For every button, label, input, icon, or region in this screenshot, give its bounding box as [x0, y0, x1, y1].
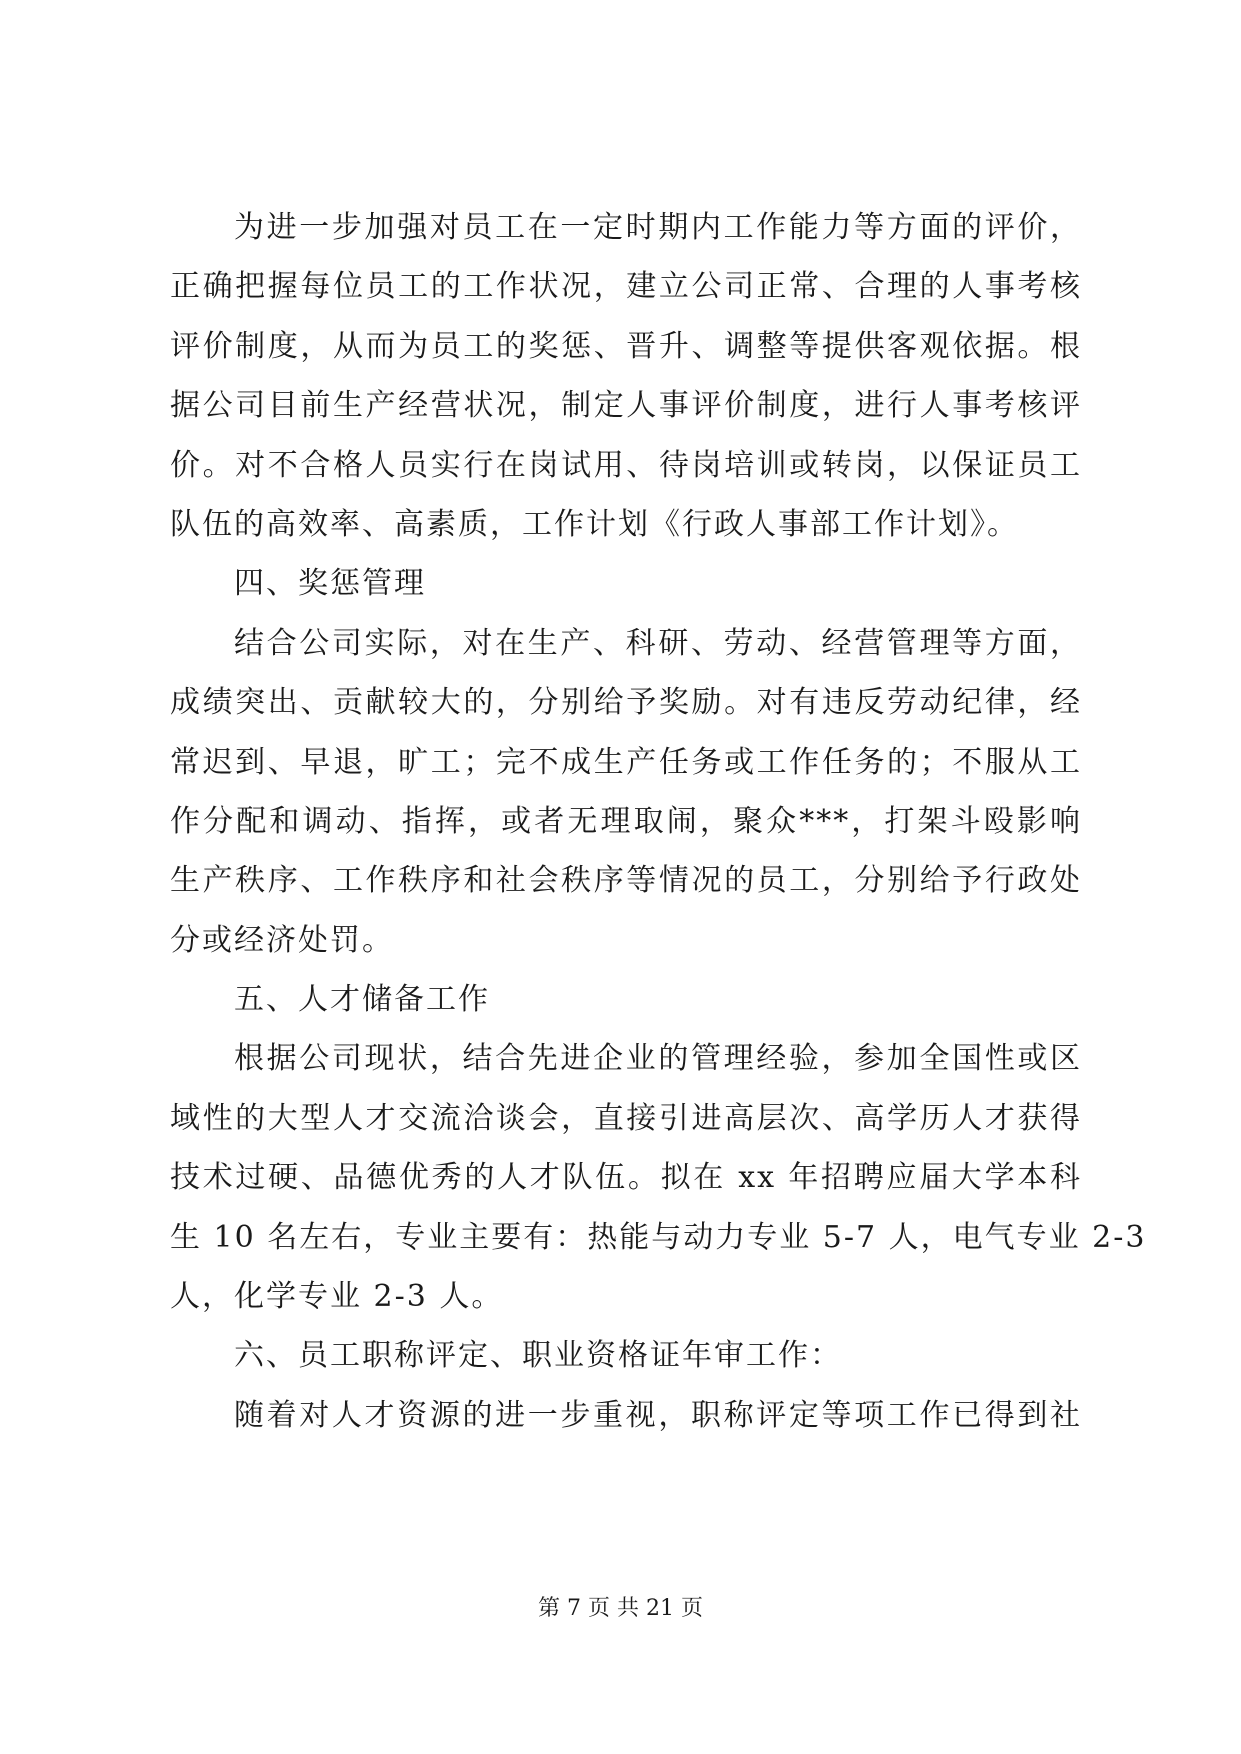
- paragraph-line: 人，化学专业 2-3 人。: [170, 1279, 504, 1315]
- section-heading: [170, 1326, 1082, 1385]
- page-number-footer: 第 7 页 共 21 页: [538, 1596, 703, 1621]
- body-paragraph: [170, 614, 1082, 970]
- paragraph-line: 作分配和调动、指挥，或者无理取闹，聚众***，打架斗殴影响: [170, 803, 1082, 839]
- paragraph-line: 常迟到、早退，旷工；完不成生产任务或工作任务的；不服从工: [170, 744, 1082, 780]
- document-body: [170, 198, 1147, 1445]
- section-heading: [170, 554, 1082, 613]
- paragraph-line: 根据公司现状，结合先进企业的管理经验，参加全国性或区: [234, 1041, 1082, 1077]
- paragraph-line: 随着对人才资源的进一步重视，职称评定等项工作已得到社: [234, 1397, 1082, 1433]
- body-paragraph: [170, 1029, 1147, 1326]
- paragraph-line: 评价制度，从而为员工的奖惩、晋升、调整等提供客观依据。根: [170, 328, 1082, 364]
- paragraph-line: 价。对不合格人员实行在岗试用、待岗培训或转岗，以保证员工: [170, 447, 1082, 483]
- paragraph-line: 技术过硬、品德优秀的人才队伍。拟在 xx 年招聘应届大学本科: [170, 1160, 1082, 1196]
- paragraph-line: 域性的大型人才交流洽谈会，直接引进高层次、高学历人才获得: [170, 1100, 1082, 1136]
- heading-text: 四、奖惩管理: [234, 566, 426, 602]
- body-paragraph: [170, 198, 1082, 554]
- paragraph-line: 生产秩序、工作秩序和社会秩序等情况的员工，分别给予行政处: [170, 863, 1082, 899]
- paragraph-line: 成绩突出、贡献较大的，分别给予奖励。对有违反劳动纪律，经: [170, 685, 1082, 721]
- paragraph-line: 为进一步加强对员工在一定时期内工作能力等方面的评价，: [234, 210, 1082, 245]
- paragraph-line: 队伍的高效率、高素质，工作计划《行政人事部工作计划》。: [170, 506, 1019, 542]
- paragraph-line: 生 10 名左右，专业主要有：热能与动力专业 5-7 人，电气专业 2-3: [170, 1219, 1147, 1255]
- heading-text: 五、人才储备工作: [234, 982, 490, 1018]
- paragraph-line: 分或经济处罚。: [170, 922, 394, 958]
- body-paragraph: [170, 1386, 1082, 1445]
- paragraph-line: 结合公司实际，对在生产、科研、劳动、经营管理等方面，: [234, 625, 1082, 661]
- heading-text: 六、员工职称评定、职业资格证年审工作：: [234, 1338, 842, 1374]
- paragraph-line: 据公司目前生产经营状况，制定人事评价制度，进行人事考核评: [170, 388, 1082, 424]
- paragraph-line: 正确把握每位员工的工作状况，建立公司正常、合理的人事考核: [170, 269, 1082, 305]
- section-heading: [170, 970, 1082, 1029]
